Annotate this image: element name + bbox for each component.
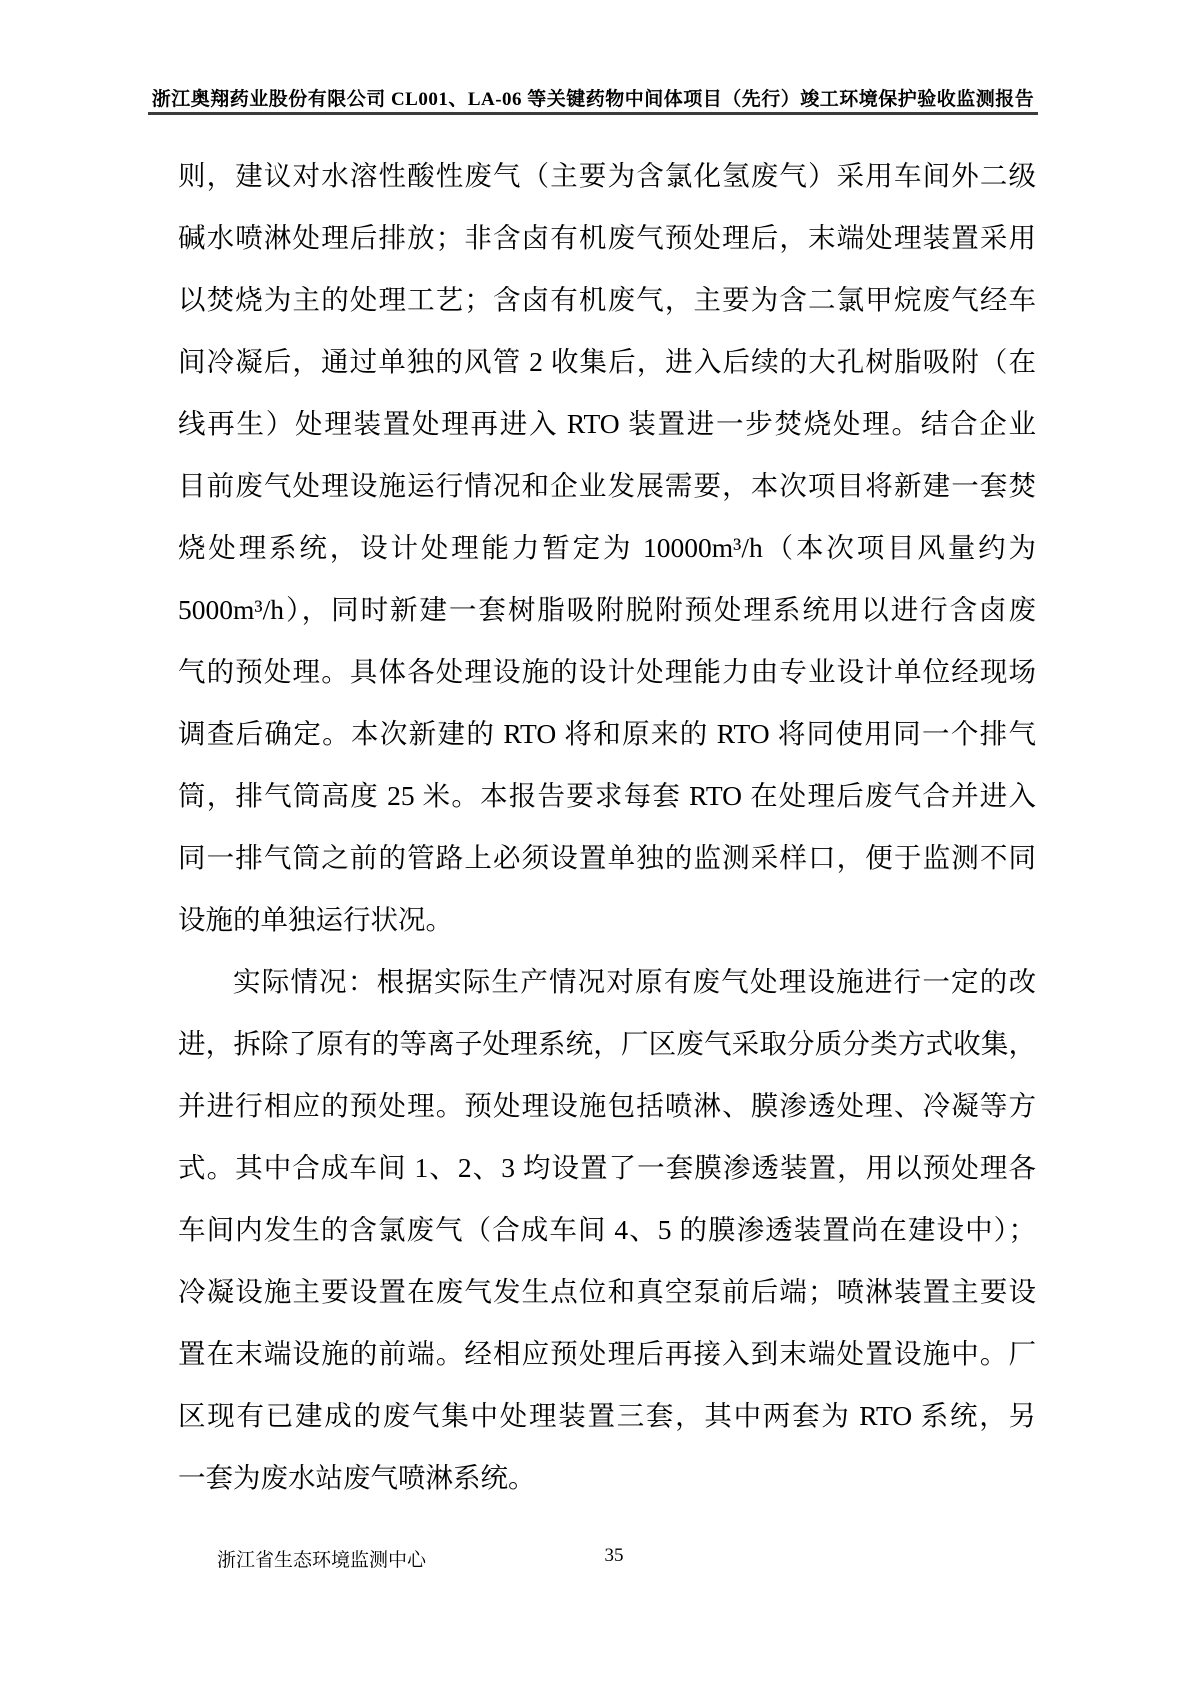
page-header-title: 浙江奥翔药业股份有限公司 CL001、LA-06 等关键药物中间体项目（先行）竣工环境保护验收监测报告 xyxy=(151,89,1035,110)
header-rule xyxy=(148,112,1038,115)
text-line: 冷凝设施主要设置在废气发生点位和真空泵前后端；喷淋装置主要设 xyxy=(178,1276,1036,1307)
text-line: 实际情况：根据实际生产情况对原有废气处理设施进行一定的改 xyxy=(233,966,1036,997)
text-line: 烧处理系统，设计处理能力暂定为 10000m³/h（本次项目风量约为 xyxy=(178,532,1036,563)
text-line: 同一排气筒之前的管路上必须设置单独的监测采样口，便于监测不同 xyxy=(178,842,1036,873)
text-line: 置在末端设施的前端。经相应预处理后再接入到末端处置设施中。厂 xyxy=(178,1338,1036,1369)
text-line: 一套为废水站废气喷淋系统。 xyxy=(178,1462,536,1493)
text-line: 气的预处理。具体各处理设施的设计处理能力由专业设计单位经现场 xyxy=(178,656,1036,687)
text-line: 车间内发生的含氯废气（合成车间 4、5 的膜渗透装置尚在建设中）； xyxy=(178,1214,1036,1245)
text-line: 以焚烧为主的处理工艺；含卤有机废气，主要为含二氯甲烷废气经车 xyxy=(178,284,1036,315)
document-body xyxy=(178,145,1036,1509)
text-line: 进，拆除了原有的等离子处理系统，厂区废气采取分质分类方式收集， xyxy=(178,1028,1036,1059)
text-line: 间冷凝后，通过单独的风管 2 收集后，进入后续的大孔树脂吸附（在 xyxy=(178,346,1036,377)
text-line: 区现有已建成的废气集中处理装置三套，其中两套为 RTO 系统，另 xyxy=(178,1400,1036,1431)
footer-organization: 浙江省生态环境监测中心 xyxy=(217,1550,427,1571)
footer-page-number: 35 xyxy=(604,1545,624,1566)
text-line: 目前废气处理设施运行情况和企业发展需要，本次项目将新建一套焚 xyxy=(178,470,1036,501)
text-line: 并进行相应的预处理。预处理设施包括喷淋、膜渗透处理、冷凝等方 xyxy=(178,1090,1036,1121)
text-line: 设施的单独运行状况。 xyxy=(178,904,453,935)
text-line: 调查后确定。本次新建的 RTO 将和原来的 RTO 将同使用同一个排气 xyxy=(178,718,1036,749)
text-line: 则，建议对水溶性酸性废气（主要为含氯化氢废气）采用车间外二级 xyxy=(178,160,1036,191)
text-line: 碱水喷淋处理后排放；非含卤有机废气预处理后，末端处理装置采用 xyxy=(178,222,1036,253)
text-line: 线再生）处理装置处理再进入 RTO 装置进一步焚烧处理。结合企业 xyxy=(178,408,1036,439)
text-line: 式。其中合成车间 1、2、3 均设置了一套膜渗透装置，用以预处理各 xyxy=(178,1152,1036,1183)
text-line: 筒，排气筒高度 25 米。本报告要求每套 RTO 在处理后废气合并进入 xyxy=(178,780,1036,811)
text-line: 5000m³/h），同时新建一套树脂吸附脱附预处理系统用以进行含卤废 xyxy=(178,594,1036,625)
